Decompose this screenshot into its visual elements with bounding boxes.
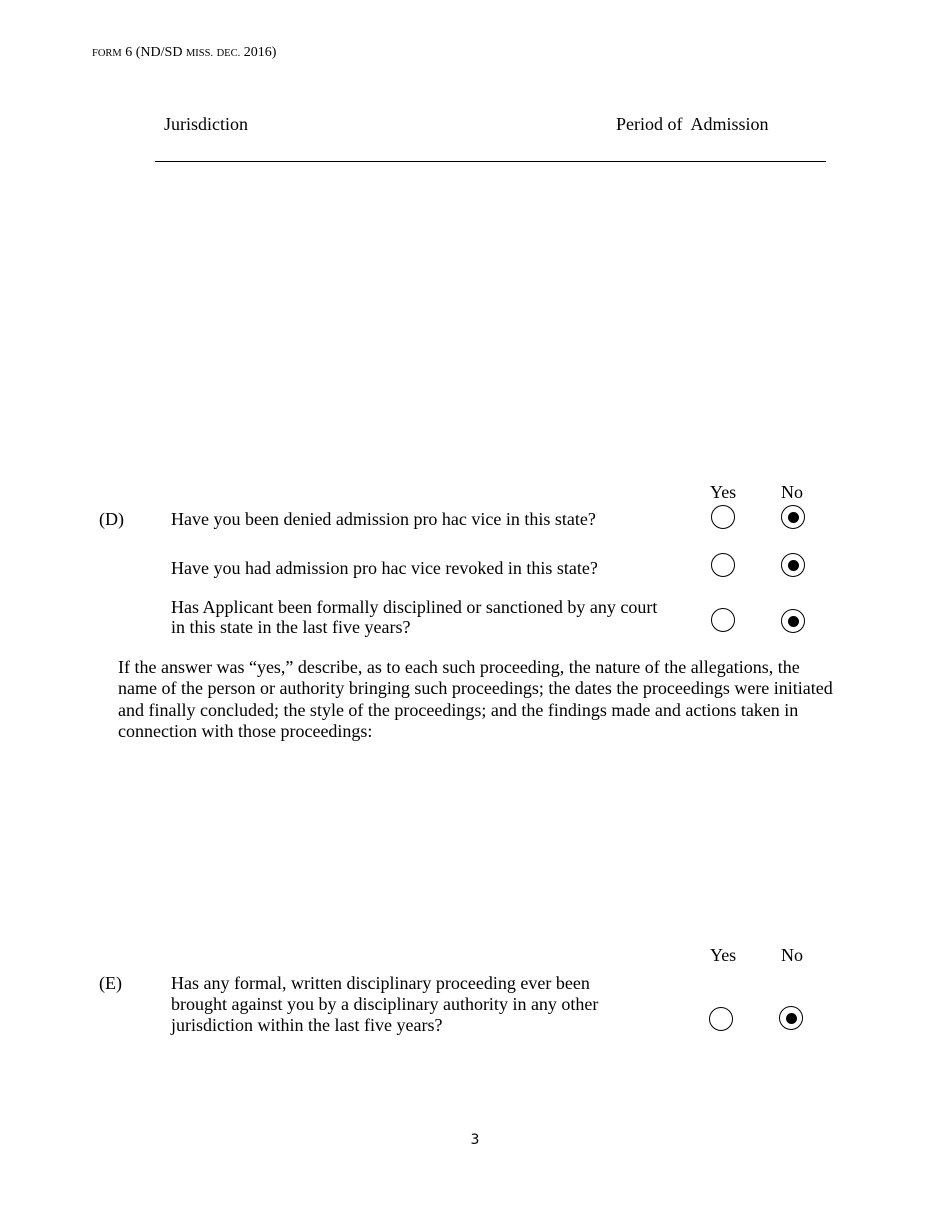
section-d-yes-label: Yes	[710, 482, 737, 502]
d-q3-no-radio[interactable]	[781, 609, 805, 633]
radio-dot	[786, 1013, 797, 1024]
form-prefix: FORM	[92, 48, 122, 59]
d-q2-no-radio[interactable]	[781, 553, 805, 577]
section-e-no-label: No	[781, 945, 803, 965]
section-e-yes-label: Yes	[710, 945, 737, 965]
form-miss: MISS.	[185, 48, 214, 59]
section-e-marker: (E)	[99, 973, 122, 993]
radio-dot	[788, 616, 799, 627]
section-d-no-label: No	[781, 482, 803, 502]
section-d-marker: (D)	[99, 509, 124, 529]
section-d-question-3-line-2: in this state in the last five years?	[171, 617, 411, 637]
period-of-admission-column-header: Period of Admission	[616, 114, 769, 134]
explanation-line-3: and finally concluded; the style of the proceedings; and the findings made and actions taken in	[118, 699, 799, 720]
d-q1-yes-radio[interactable]	[711, 505, 735, 529]
radio-dot	[788, 512, 799, 523]
d-q2-yes-radio[interactable]	[711, 553, 735, 577]
form-header	[92, 45, 276, 61]
e-yes-radio[interactable]	[709, 1007, 733, 1031]
d-q3-yes-radio[interactable]	[711, 608, 735, 632]
section-e-question-line-1: Has any formal, written disciplinary proceeding ever been	[171, 973, 590, 993]
radio-dot	[788, 560, 799, 571]
admission-table-rule	[155, 161, 826, 162]
form-number: 6 (ND/SD	[125, 45, 183, 60]
explanation-line-1: If the answer was “yes,” describe, as to each such proceeding, the nature of the allegations, the	[118, 657, 800, 677]
explanation-line-2: name of the person or authority bringing such proceedings; the dates the proceedings were initiated	[118, 678, 833, 699]
form-year: 2016)	[243, 45, 277, 60]
section-e-question-line-3: jurisdiction within the last five years?	[171, 1015, 443, 1035]
section-d-question-1: Have you been denied admission pro hac vice in this state?	[171, 509, 596, 529]
section-d-question-2: Have you had admission pro hac vice revoked in this state?	[171, 558, 598, 578]
section-e-question-line-2: brought against you by a disciplinary authority in any other	[171, 994, 599, 1014]
explanation-line-4: connection with those proceedings:	[118, 720, 373, 741]
section-d-explanation	[118, 657, 860, 742]
section-d-question-3-line-1: Has Applicant been formally disciplined or sanctioned by any court	[171, 597, 658, 617]
jurisdiction-column-header: Jurisdiction	[164, 114, 248, 134]
form-dec: DEC.	[216, 48, 241, 59]
d-q1-no-radio[interactable]	[781, 505, 805, 529]
page-number: 3	[470, 1132, 480, 1148]
e-no-radio[interactable]	[779, 1006, 803, 1030]
